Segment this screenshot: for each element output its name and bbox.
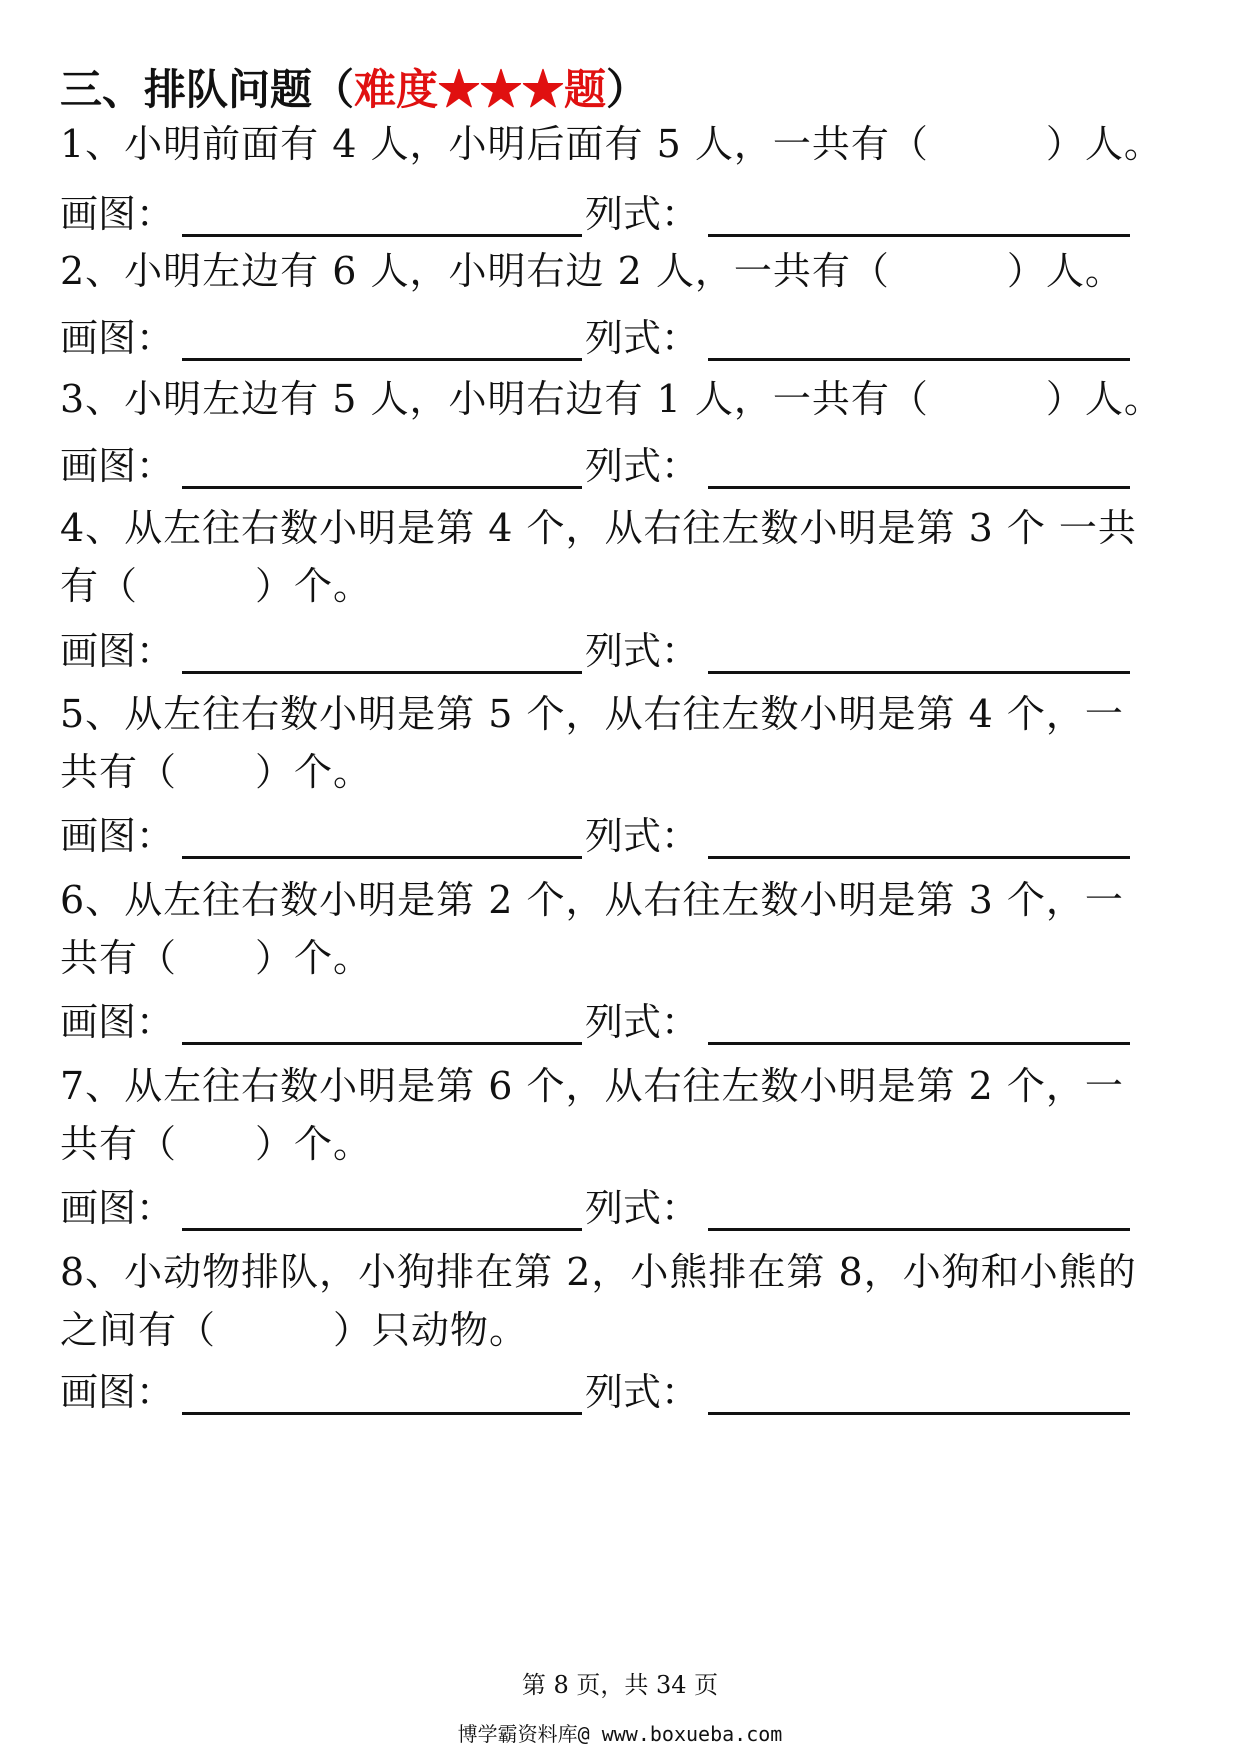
expression-label: 列式： [585, 814, 700, 858]
difficulty-label: 难度★★★题 [354, 65, 607, 114]
draw-answer-line[interactable] [182, 486, 582, 489]
question-7-text-line-2: 共有（ ）个。 [60, 1122, 373, 1166]
question-8-work-row [60, 1366, 1130, 1426]
draw-answer-line[interactable] [182, 234, 582, 237]
question-6-text-line-1: 6、从左往右数小明是第 2 个，从右往左数小明是第 3 个，一 [60, 878, 1124, 922]
expression-label: 列式： [585, 629, 700, 673]
expression-label: 列式： [585, 316, 700, 360]
draw-label: 画图： [60, 1186, 175, 1230]
question-8-text-line-1: 8、小动物排队，小狗排在第 2，小熊排在第 8，小狗和小熊的 [60, 1250, 1137, 1294]
expression-label: 列式： [585, 444, 700, 488]
question-1-text: 1、小明前面有 4 人，小明后面有 5 人，一共有（ ）人。 [60, 122, 1163, 166]
draw-label: 画图： [60, 1370, 175, 1414]
question-4-text-line-2: 有（ ）个。 [60, 564, 373, 608]
title-paren-open: （ [312, 65, 355, 114]
question-7-work-row [60, 1182, 1130, 1242]
expression-answer-line[interactable] [708, 1228, 1130, 1231]
expression-answer-line[interactable] [708, 671, 1130, 674]
question-2-text: 2、小明左边有 6 人，小明右边 2 人，一共有（ ）人。 [60, 249, 1124, 293]
question-7-text-line-1: 7、从左往右数小明是第 6 个，从右往左数小明是第 2 个，一 [60, 1064, 1124, 1108]
expression-answer-line[interactable] [708, 1412, 1130, 1415]
question-5-work-row [60, 810, 1130, 870]
section-title [60, 62, 648, 118]
expression-answer-line[interactable] [708, 234, 1130, 237]
site-watermark: 博学霸资料库@ www.boxueba.com [457, 1722, 783, 1746]
question-8-text-line-2: 之间有（ ）只动物。 [60, 1308, 529, 1352]
draw-answer-line[interactable] [182, 671, 582, 674]
question-5-text-line-1: 5、从左往右数小明是第 5 个，从右往左数小明是第 4 个，一 [60, 692, 1124, 736]
question-2-work-row [60, 312, 1130, 372]
question-1-work-row [60, 188, 1130, 248]
draw-answer-line[interactable] [182, 856, 582, 859]
question-6-work-row [60, 996, 1130, 1056]
expression-label: 列式： [585, 1000, 700, 1044]
draw-label: 画图： [60, 192, 175, 236]
question-3-work-row [60, 440, 1130, 500]
section-title-main: 三、排队问题 [60, 65, 313, 114]
draw-answer-line[interactable] [182, 1228, 582, 1231]
draw-answer-line[interactable] [182, 1042, 582, 1045]
title-paren-close: ） [606, 65, 649, 114]
draw-label: 画图： [60, 814, 175, 858]
expression-answer-line[interactable] [708, 856, 1130, 859]
question-5-text-line-2: 共有（ ）个。 [60, 750, 373, 794]
expression-answer-line[interactable] [708, 358, 1130, 361]
question-3-text: 3、小明左边有 5 人，小明右边有 1 人，一共有（ ）人。 [60, 377, 1163, 421]
question-4-text-line-1: 4、从左往右数小明是第 4 个，从右往左数小明是第 3 个 一共 [60, 506, 1137, 550]
draw-label: 画图： [60, 444, 175, 488]
draw-answer-line[interactable] [182, 358, 582, 361]
expression-label: 列式： [585, 1370, 700, 1414]
expression-label: 列式： [585, 192, 700, 236]
draw-label: 画图： [60, 629, 175, 673]
question-6-text-line-2: 共有（ ）个。 [60, 936, 373, 980]
draw-label: 画图： [60, 316, 175, 360]
draw-label: 画图： [60, 1000, 175, 1044]
draw-answer-line[interactable] [182, 1412, 582, 1415]
expression-answer-line[interactable] [708, 1042, 1130, 1045]
expression-answer-line[interactable] [708, 486, 1130, 489]
expression-label: 列式： [585, 1186, 700, 1230]
page-number: 第 8 页，共 34 页 [521, 1671, 719, 1699]
question-4-work-row [60, 625, 1130, 685]
